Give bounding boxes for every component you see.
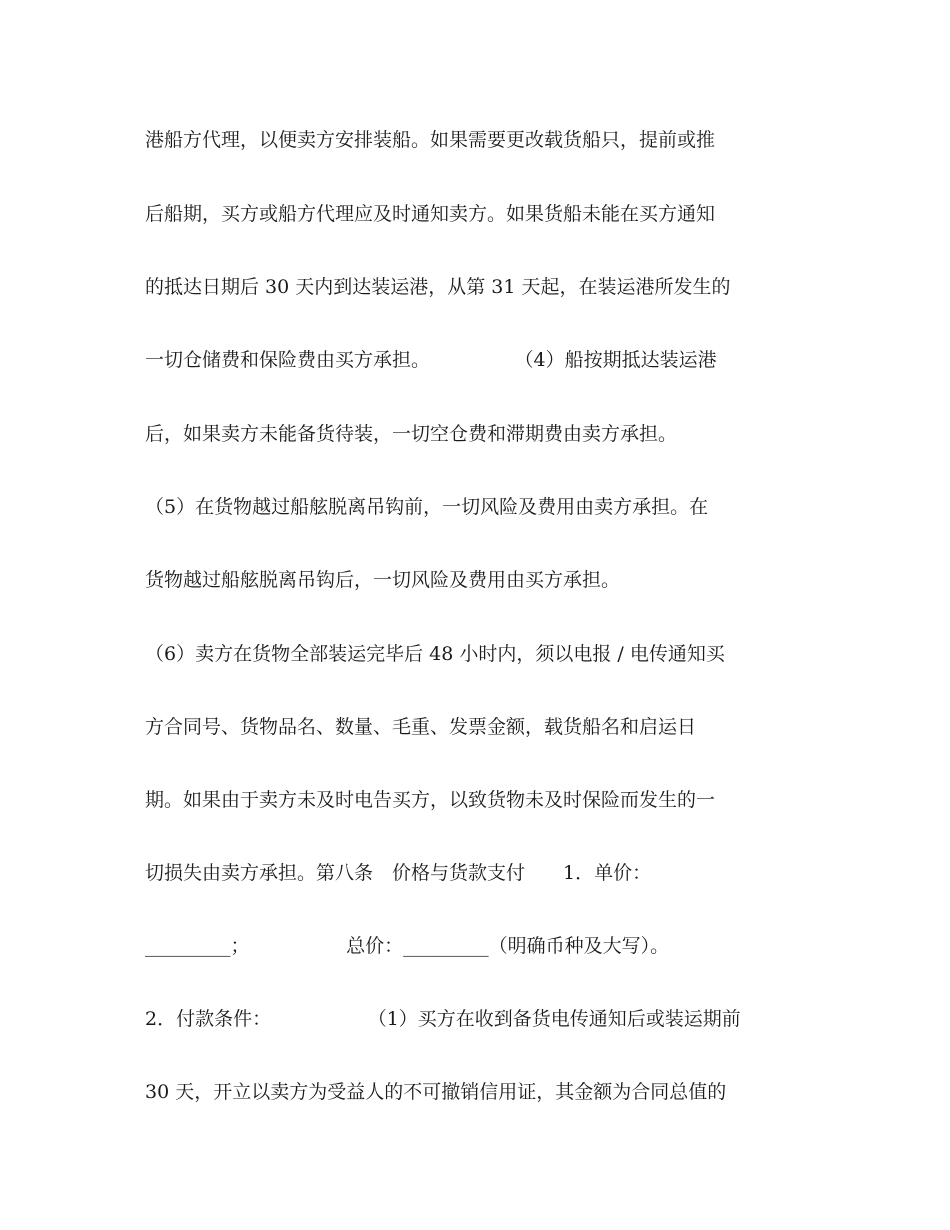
text-line-6: （5）在货物越过船舷脱离吊钩前，一切风险及费用由卖方承担。在 xyxy=(145,496,709,518)
text-line-11: 切损失由卖方承担。第八条 价格与货款支付 1．单价： xyxy=(145,862,652,884)
text-line-2: 后船期，买方或船方代理应及时通知卖方。如果货船未能在买方通知 xyxy=(145,203,716,225)
text-line-12: _________； 总价：_________（明确币种及大写）。 xyxy=(145,935,670,957)
text-line-8: （6）卖方在货物全部装运完毕后 48 小时内，须以电报 / 电传通知买 xyxy=(145,643,725,665)
text-line-3: 的抵达日期后 30 天内到达装运港，从第 31 天起，在装运港所发生的 xyxy=(145,276,731,298)
text-line-4: 一切仓储费和保险费由买方承担。 （4）船按期抵达装运港 xyxy=(145,349,717,371)
text-line-5: 后，如果卖方未能备货待装，一切空仓费和滞期费由卖方承担。 xyxy=(145,423,678,445)
text-line-1: 港船方代理，以便卖方安排装船。如果需要更改载货船只，提前或推 xyxy=(145,129,716,151)
text-line-7: 货物越过船舷脱离吊钩后，一切风险及费用由买方承担。 xyxy=(145,569,621,591)
text-line-13: 2．付款条件： （1）买方在收到备货电传通知后或装运期前 xyxy=(145,1008,741,1030)
text-line-10: 期。如果由于卖方未及时电告买方，以致货物未及时保险而发生的一 xyxy=(145,789,716,811)
text-line-14: 30 天，开立以卖方为受益人的不可撤销信用证，其金额为合同总值的 xyxy=(145,1081,727,1103)
text-line-9: 方合同号、货物品名、数量、毛重、发票金额，载货船名和启运日 xyxy=(145,716,697,738)
